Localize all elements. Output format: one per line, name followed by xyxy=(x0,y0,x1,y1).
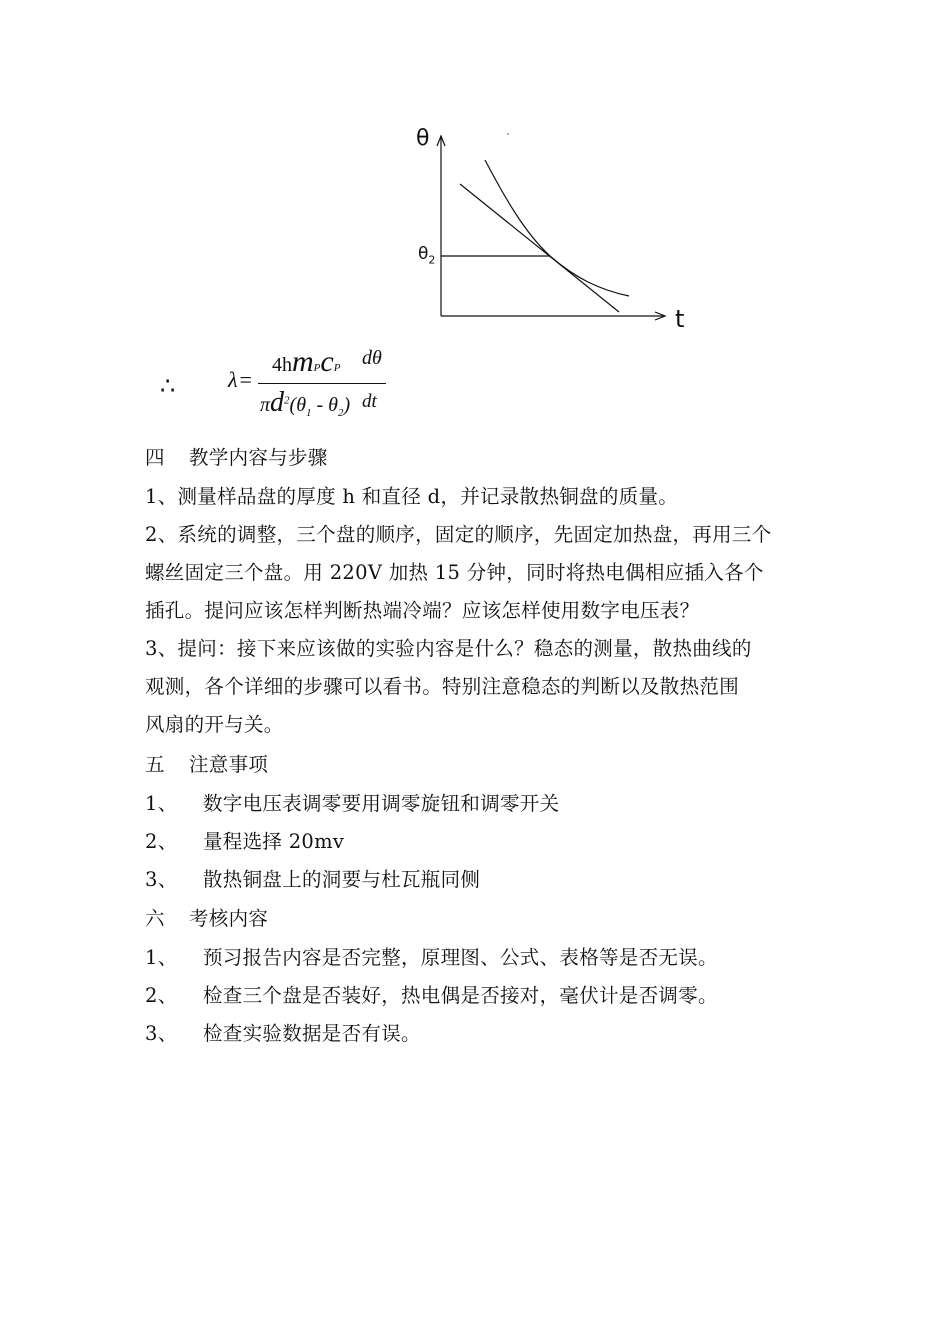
derivative-bar xyxy=(360,383,386,384)
section-6-item-2: 2、 检查三个盘是否装好，热电偶是否接对，毫伏计是否调零。 xyxy=(145,984,718,1007)
section-4-item-2-line-2: 螺丝固定三个盘。用 220V 加热 15 分钟，同时将热电偶相应插入各个 xyxy=(145,561,764,584)
section-4-item-3-line-1: 3、提问：接下来应该做的实验内容是什么？稳态的测量，散热曲线的 xyxy=(145,637,752,660)
section-4-heading: 四 教学内容与步骤 xyxy=(145,446,328,469)
y-axis-label: θ xyxy=(416,126,430,151)
section-5-item-3: 3、 散热铜盘上的洞要与杜瓦瓶同侧 xyxy=(145,868,481,891)
cooling-curve-figure xyxy=(405,118,685,338)
x-axis-label: t xyxy=(675,305,685,333)
derivative-denominator: dt xyxy=(362,391,377,412)
therefore-symbol: ∴ xyxy=(160,372,176,400)
cooling-curve xyxy=(485,160,629,296)
section-6-heading: 六 考核内容 xyxy=(145,907,269,930)
formula-denominator: $\pi d^2(\theta_1 - \theta_2)$ xyxy=(260,387,351,419)
section-4-item-1: 1、测量样品盘的厚度 h 和直径 d，并记录散热铜盘的质量。 xyxy=(145,485,679,508)
formula-lhs: λ= xyxy=(228,367,252,392)
section-6-item-1: 1、 预习报告内容是否完整，原理图、公式、表格等是否无误。 xyxy=(145,946,718,969)
stray-dot xyxy=(507,133,509,135)
section-5-item-2: 2、 量程选择 20mv xyxy=(145,830,345,853)
derivative-numerator: dθ xyxy=(362,347,382,369)
section-5-heading: 五 注意事项 xyxy=(145,753,269,776)
tangent-line xyxy=(460,184,619,312)
section-4-item-3-line-3: 风扇的开与关。 xyxy=(145,713,284,736)
formula-numerator: 4hmPcP xyxy=(272,345,341,378)
section-4-item-2-line-3: 插孔。提问应该怎样判断热端冷端？应该怎样使用数字电压表？ xyxy=(145,599,700,622)
section-6-item-3: 3、 检查实验数据是否有误。 xyxy=(145,1022,421,1045)
thermal-conductivity-formula xyxy=(228,345,398,425)
section-5-item-1: 1、 数字电压表调零要用调零旋钮和调零开关 xyxy=(145,792,560,815)
theta2-label: $\theta_2$ xyxy=(418,244,436,267)
section-4-item-2-line-1: 2、系统的调整，三个盘的顺序，固定的顺序，先固定加热盘，再用三个 xyxy=(145,523,772,546)
section-4-item-3-line-2: 观测，各个详细的步骤可以看书。特别注意稳态的判断以及散热范围 xyxy=(145,675,740,698)
